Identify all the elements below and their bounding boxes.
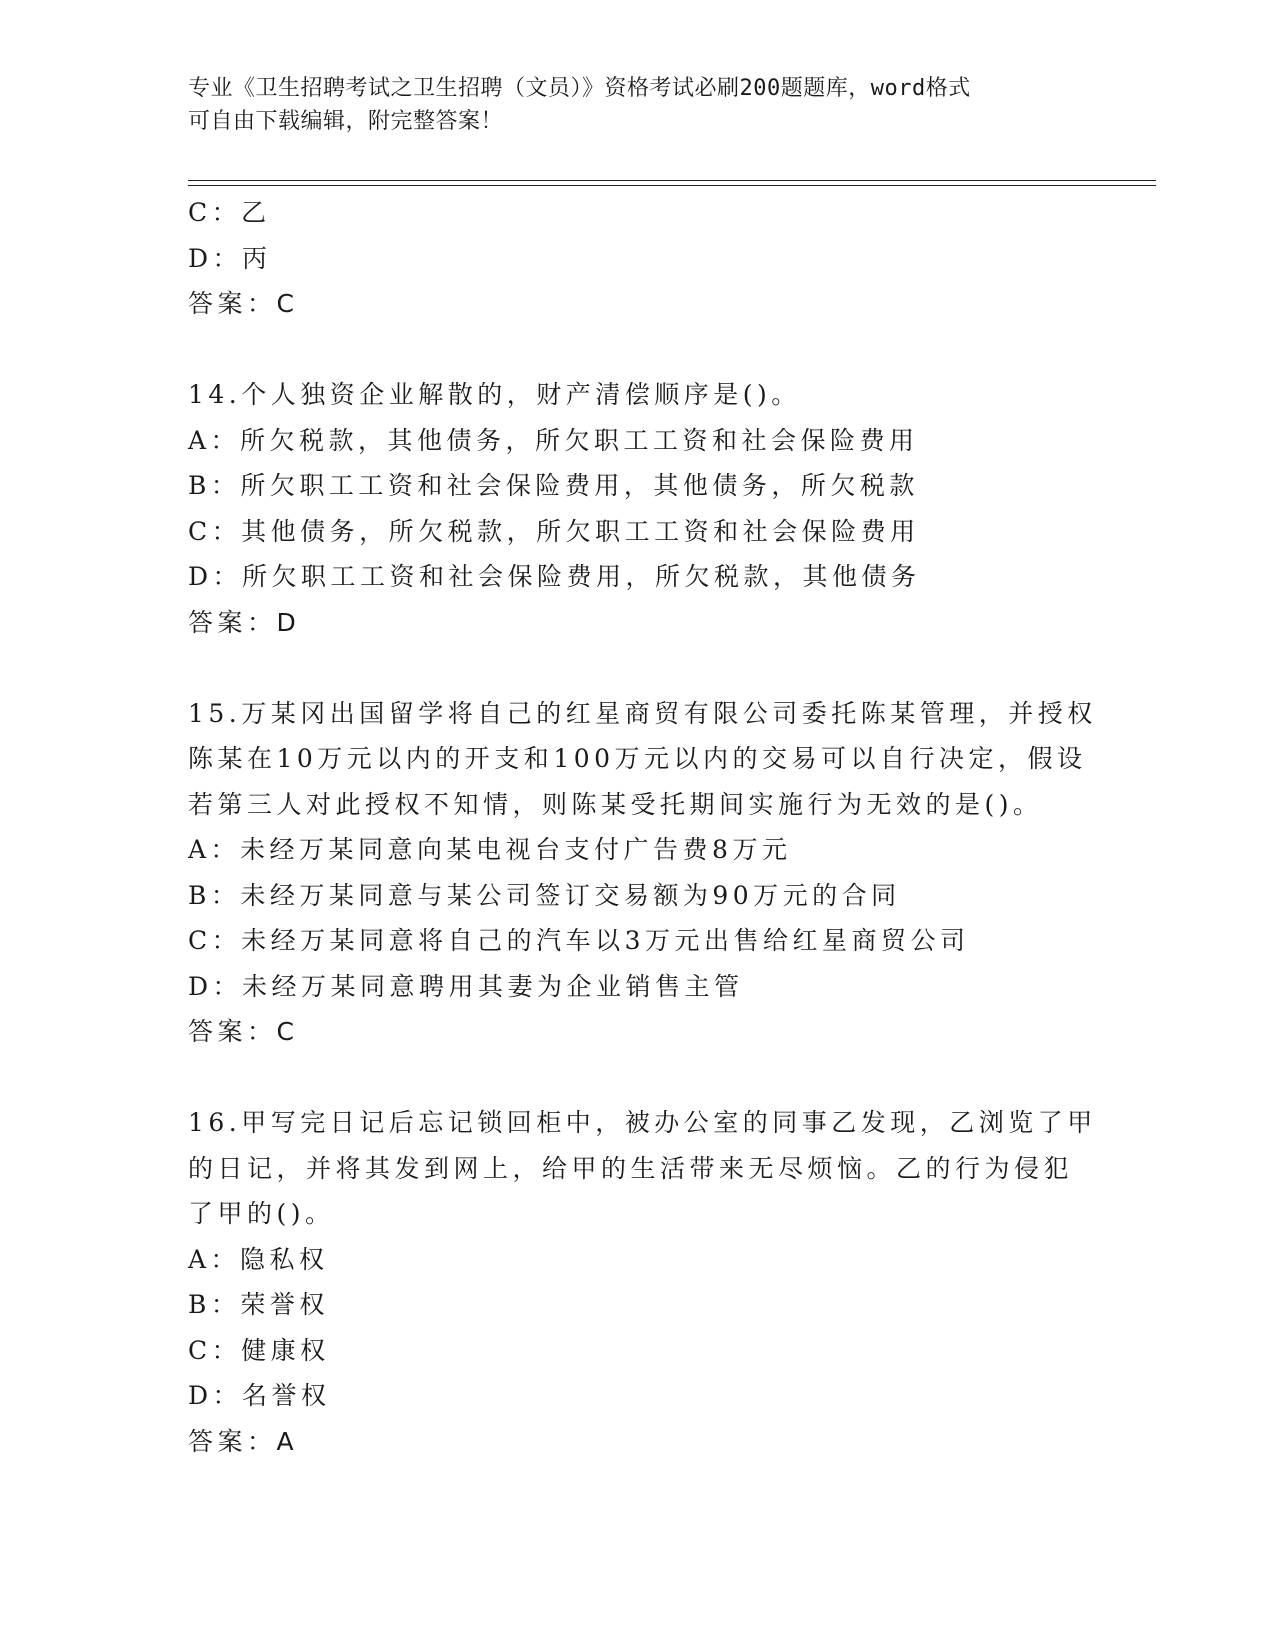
header-line-2: 可自由下载编辑，附完整答案！: [188, 109, 504, 134]
question-stem-line-1: 15.万某冈出国留学将自己的红星商贸有限公司委托陈某管理，并授权: [188, 698, 1097, 728]
spacer: [188, 645, 1088, 691]
option-a: A：所欠税款，其他债务，所欠职工工资和社会保险费用: [188, 425, 919, 455]
answer: 答案：D: [188, 607, 301, 637]
question-13-tail: [188, 190, 1088, 327]
page-header: [188, 72, 1088, 138]
option-b: B：所欠职工工资和社会保险费用，其他债务，所欠税款: [188, 471, 919, 500]
option-b: B：荣誉权: [188, 1290, 329, 1319]
question-stem-line-2: 陈某在10万元以内的开支和100万元以内的交易可以自行决定，假设: [188, 744, 1087, 773]
spacer: [188, 1055, 1088, 1101]
answer: 答案：C: [188, 289, 299, 318]
question-list: [188, 190, 1097, 1464]
answer: 答案：A: [188, 1426, 299, 1456]
option-b: B：未经万某同意与某公司签订交易额为90万元的合同: [188, 880, 901, 910]
question-stem-line-3: 了甲的()。: [188, 1199, 335, 1228]
question-stem-line-1: 16.甲写完日记后忘记锁回柜中，被办公室的同事乙发现，乙浏览了甲: [188, 1108, 1097, 1137]
option-d: D：所欠职工工资和社会保险费用，所欠税款，其他债务: [188, 562, 921, 591]
option-c: C：乙: [188, 198, 271, 227]
option-d: D：未经万某同意聘用其妻为企业销售主管: [188, 971, 744, 1001]
question-16: [188, 1100, 1097, 1464]
question-15: [188, 691, 1097, 1055]
option-c: C：未经万某同意将自己的汽车以3万元出售给红星商贸公司: [188, 926, 970, 955]
option-d: D：丙: [188, 243, 272, 273]
header-line-1: 专业《卫生招聘考试之卫生招聘（文员）》资格考试必刷200题题库，word格式: [188, 76, 971, 101]
option-a: A：未经万某同意向某电视台支付广告费8万元: [188, 835, 792, 864]
question-stem-line-3: 若第三人对此授权不知情，则陈某受托期间实施行为无效的是()。: [188, 789, 1043, 819]
header-divider-top: [188, 180, 1156, 181]
header-divider-bottom: [188, 185, 1156, 186]
option-a: A：隐私权: [188, 1244, 329, 1274]
spacer: [188, 327, 1088, 373]
question-14: [188, 372, 1088, 645]
question-stem-line-2: 的日记，并将其发到网上，给甲的生活带来无尽烦恼。乙的行为侵犯: [188, 1153, 1074, 1183]
answer: 答案：C: [188, 1017, 299, 1046]
option-d: D：名誉权: [188, 1381, 331, 1410]
option-c: C：健康权: [188, 1335, 330, 1365]
option-c: C：其他债务，所欠税款，所欠职工工资和社会保险费用: [188, 516, 920, 546]
question-stem: 14.个人独资企业解散的，财产清偿顺序是()。: [188, 380, 801, 409]
